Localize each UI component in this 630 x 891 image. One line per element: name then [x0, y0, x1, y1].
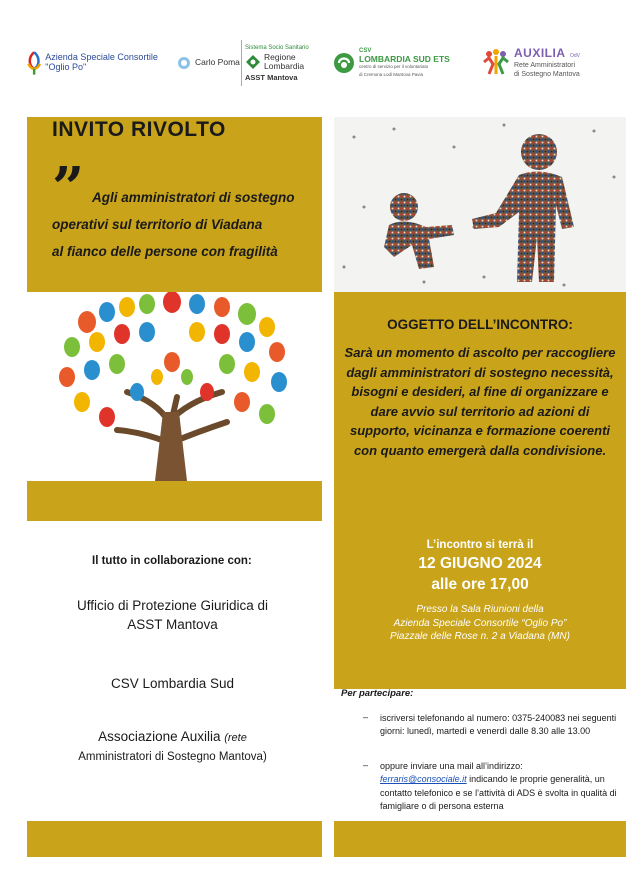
quote-mark: ”	[52, 155, 85, 221]
csv-name: LOMBARDIA SUD ETS	[359, 54, 450, 64]
oggetto-body: Sarà un momento di ascolto per raccogliere dagli amministratori di sostegno necessità, bisogni e desideri, al fine di organizzare e dare avvio sul territorio ad azioni di supporto, vicinanza e formazione coerenti con quanto emergerà dalla condivisione.	[344, 345, 616, 458]
invito-title: INVITO RIVOLTO	[52, 118, 226, 141]
left-gold-strip	[27, 481, 322, 521]
invito-line-2: operativi sul territorio di Viadana	[52, 217, 263, 232]
logo-auxilia	[481, 38, 611, 88]
email-link[interactable]: ferraris@consociale.it	[380, 774, 467, 785]
incontro-intro: L’incontro si terrà il	[426, 539, 534, 551]
oglio-po-logo-icon	[25, 48, 43, 78]
invito-line-1: Agli amministratori di sostegno	[92, 190, 295, 205]
crowd-figures-graphic	[334, 117, 626, 292]
oglio-po-name: Azienda Speciale Consortile "Oglio Po"	[45, 52, 158, 72]
logo-oglio-po	[25, 38, 175, 88]
logo-csv	[333, 38, 463, 88]
partecipare-email	[380, 760, 620, 813]
incontro-place-line-1: Presso la Sala Riunioni della	[416, 604, 544, 615]
regione-line-1: Regione	[264, 51, 296, 62]
logo-divider	[241, 40, 242, 86]
footer-gold-right	[334, 821, 626, 857]
csv-small: CSV	[359, 48, 372, 54]
csv-sub-2: di Cremona Lodi Mantova Pavia	[359, 72, 424, 77]
csv-logo-icon	[333, 52, 355, 74]
collab-heading: Il tutto in collaborazione con:	[92, 555, 252, 567]
csv-sub-1: centro di servizio per il volontariato	[359, 64, 429, 69]
collab-item-3-b: (rete	[224, 732, 247, 744]
incontro-place-line-2: Azienda Speciale Consortile “Oglio Po”	[393, 617, 567, 629]
hands-tree-graphic	[27, 292, 322, 481]
incontro-place-line-3: Piazzale delle Rose n. 2 a Viadana (MN)	[390, 631, 570, 642]
partecipare-heading: Per partecipare:	[341, 688, 414, 699]
logo-row	[0, 38, 630, 88]
regione-lombardia-logo-icon	[245, 54, 261, 70]
logo-regione-lombardia	[245, 38, 325, 88]
incontro-time: alle ore 17,00	[431, 576, 529, 593]
carlo-poma-name: Carlo Poma	[195, 57, 240, 68]
oggetto-heading: OGGETTO DELL’INCONTRO:	[387, 317, 573, 332]
crowd-image	[334, 117, 626, 292]
asst-label: ASST Mantova	[245, 72, 298, 82]
auxilia-sub-2: di Sostegno Mantova	[514, 70, 580, 78]
regione-line-2: Lombardia	[264, 60, 305, 71]
carlo-poma-logo-icon	[177, 56, 191, 70]
collab-item-3-line-2: Amministratori di Sostegno Mantova)	[78, 751, 267, 763]
partecipare-phone: iscriversi telefonando al numero: 0375-240083 nei seguenti giorni: lunedì, martedì e venerdì dalle 8.30 alle 13.00	[380, 713, 617, 737]
collab-item-csv: CSV Lombardia Sud	[110, 676, 235, 691]
incontro-date: 12 GIUGNO 2024	[418, 555, 542, 572]
logo-carlo-poma	[177, 38, 247, 88]
invito-text	[52, 184, 312, 265]
collab-item-upg	[40, 596, 305, 634]
auxilia-sub-1: Rete Amministratori	[514, 61, 576, 69]
dash-1: –	[363, 712, 369, 722]
collab-item-3-a: Associazione Auxilia	[98, 729, 225, 744]
partecipare-email-intro: oppure inviare una mail all’indirizzo:	[380, 761, 523, 771]
auxilia-odv: OdV	[569, 52, 580, 59]
collab-item-1-line-1: Ufficio di Protezione Giuridica di	[76, 598, 269, 613]
collab-item-auxilia	[40, 727, 305, 767]
incontro-place	[334, 603, 626, 644]
auxilia-name: AUXILIA	[514, 45, 566, 60]
invito-line-3: al fianco delle persone con fragilità	[52, 244, 278, 259]
collab-item-1-line-2: ASST Mantova	[127, 617, 218, 632]
dash-2: –	[363, 760, 369, 770]
hands-tree-image	[27, 292, 322, 481]
auxilia-logo-icon	[481, 48, 511, 78]
sistema-label: Sistema Socio Sanitario	[245, 44, 309, 51]
footer-gold-left	[27, 821, 322, 857]
partecipare-email-rest: indicando le proprie generalità, un contatto telefonico e se l’attività di ADS è svolta in qualità di famigliare o di persona esterna	[380, 774, 617, 811]
